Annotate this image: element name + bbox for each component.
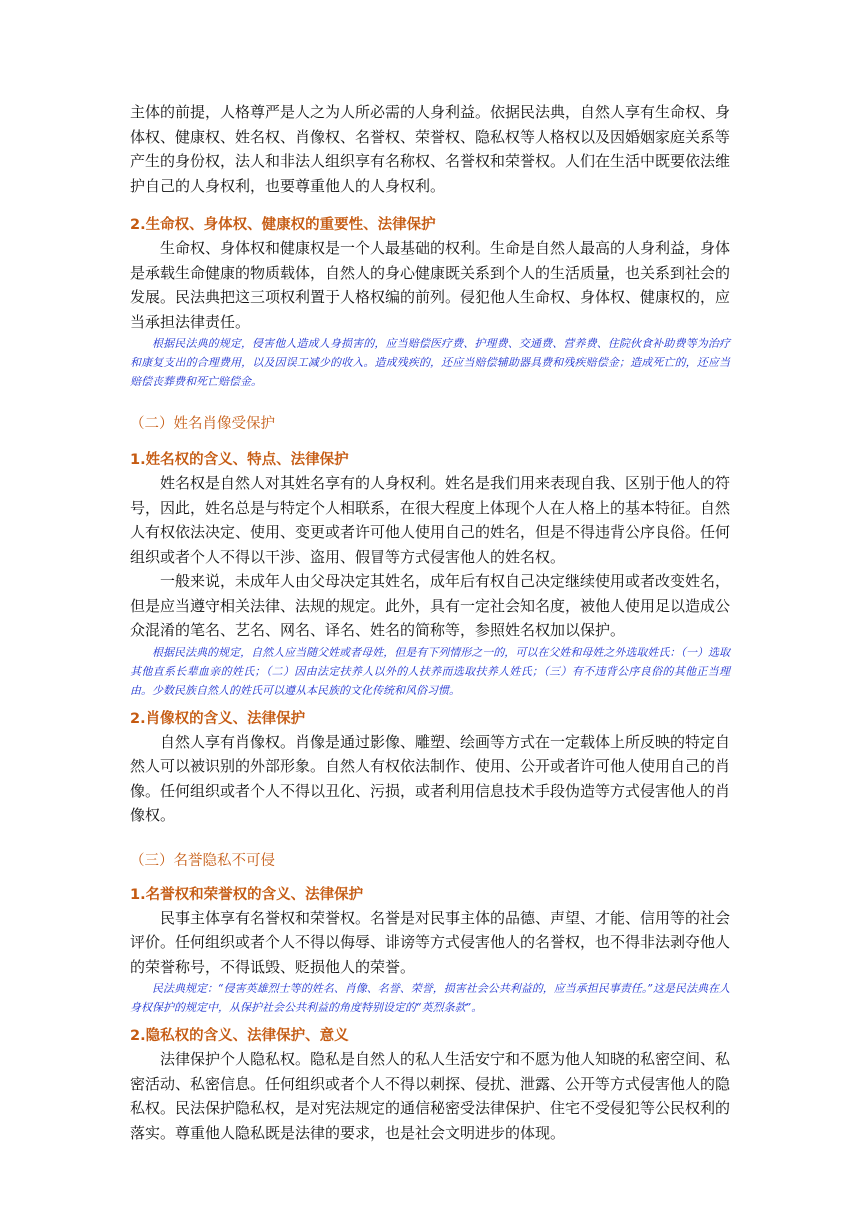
- intro-paragraph: 主体的前提，人格尊严是人之为人所必需的人身利益。依据民法典，自然人享有生命权、身体权、健康权、姓名权、肖像权、名誉权、荣誉权、隐私权等人格权以及因婚姻家庭关系等产生的身份权，法人和非法人组织享有名称权、名誉权和荣誉权。人们在生活中既要依法维护自己的人身权利，也要尊重他人的人身权利。: [130, 103, 731, 195]
- heading-life-rights: 2.生命权、身体权、健康权的重要性、法律保护: [130, 217, 436, 233]
- life-rights-note: 根据民法典的规定，侵害他人造成人身损害的，应当赔偿医疗费、护理费、交通费、营养费、住院伙食补助费等为治疗和康复支出的合理费用，以及因误工减少的收入。造成残疾的，还应当赔偿辅助器具费和残疾赔偿金；造成死亡的，还应当赔偿丧葬费和死亡赔偿金。: [130, 337, 730, 388]
- heading-reputation-right: 1.名誉权和荣誉权的含义、法律保护: [130, 886, 364, 903]
- reputation-right-note: 民法典规定：“侵害英雄烈士等的姓名、肖像、名誉、荣誉，损害社会公共利益的，应当承担民事责任。”这是民法典在人身权保护的规定中，从保护社会公共利益的角度特别设定的“英烈条款”。: [130, 982, 730, 1014]
- heading-name-right: 1.姓名权的含义、特点、法律保护: [130, 452, 349, 468]
- life-rights-paragraph: 生命权、身体权和健康权是一个人最基础的权利。生命是自然人最高的人身利益，身体是承载生命健康的物质载体，自然人的身心健康既关系到个人的生活质量，也关系到社会的发展。民法典把这三项权利置于人格权编的前列。侵犯他人生命权、身体权、健康权的，应当承担法律责任。: [130, 239, 731, 331]
- privacy-right-paragraph: 法律保护个人隐私权。隐私是自然人的私人生活安宁和不愿为他人知晓的私密空间、私密活动、私密信息。任何组织或者个人不得以刺探、侵扰、泄露、公开等方式侵害他人的隐私权。民法保护隐私权，是对宪法规定的通信秘密受法律保护、住宅不受侵犯等公民权利的落实。尊重他人隐私既是法律的要求，也是社会文明进步的体现。: [130, 1050, 731, 1142]
- section-heading-reputation-privacy: （三）名誉隐私不可侵: [130, 852, 275, 869]
- section-heading-name-portrait: （二）姓名肖像受保护: [130, 416, 275, 432]
- text-column: [130, 100, 730, 1145]
- name-right-paragraph-1: 姓名权是自然人对其姓名享有的人身权利。姓名是我们用来表现自我、区别于他人的符号，因此，姓名总是与特定个人相联系，在很大程度上体现个人在人格上的基本特征。自然人有权依法决定、使用、变更或者许可他人使用自己的姓名，但是不得违背公序良俗。任何组织或者个人不得以干涉、盗用、假冒等方式侵害他人的姓名权。: [130, 474, 731, 566]
- heading-privacy-right: 2.隐私权的含义、法律保护、意义: [130, 1028, 349, 1044]
- reputation-right-paragraph: 民事主体享有名誉权和荣誉权。名誉是对民事主体的品德、声望、才能、信用等的社会评价。任何组织或者个人不得以侮辱、诽谤等方式侵害他人的名誉权，也不得非法剥夺他人的荣誉称号，不得诋毁、贬损他人的荣誉。: [130, 908, 731, 976]
- portrait-right-paragraph: 自然人享有肖像权。肖像是通过影像、雕塑、绘画等方式在一定载体上所反映的特定自然人可以被识别的外部形象。自然人有权依法制作、使用、公开或者许可他人使用自己的肖像。任何组织或者个人不得以丑化、污损，或者利用信息技术手段伪造等方式侵害他人的肖像权。: [130, 732, 731, 824]
- name-right-note: 根据民法典的规定，自然人应当随父姓或者母姓，但是有下列情形之一的，可以在父姓和母姓之外选取姓氏：（一）选取其他直系长辈血亲的姓氏；（二）因由法定扶养人以外的人扶养而选取扶养人姓氏；（三）有不违背公序良俗的其他正当理由。少数民族自然人的姓氏可以遵从本民族的文化传统和风俗习惯。: [130, 645, 730, 697]
- name-right-paragraph-2: 一般来说，未成年人由父母决定其姓名，成年后有权自己决定继续使用或者改变姓名，但是应当遵守相关法律、法规的规定。此外，具有一定社会知名度，被他人使用足以造成公众混淆的笔名、艺名、网名、译名、姓名的简称等，参照姓名权加以保护。: [130, 572, 731, 639]
- heading-portrait-right: 2.肖像权的含义、法律保护: [130, 710, 306, 727]
